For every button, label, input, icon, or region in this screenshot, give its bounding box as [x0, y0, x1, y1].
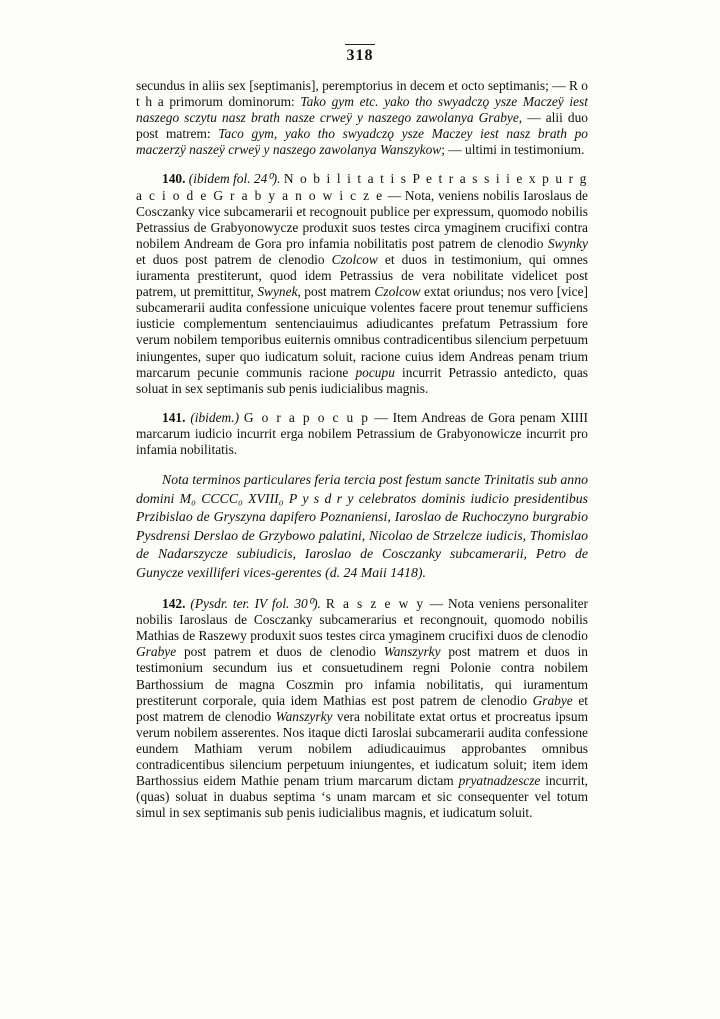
entry-141-source: (ibidem.) — [190, 409, 240, 425]
entry-141 — [136, 410, 588, 458]
entry-142-italic-4: Wanszyrky — [275, 708, 333, 724]
entry-140-number: 140. — [162, 171, 186, 187]
entry-141-heading: G o r a p o c u p — [243, 409, 370, 425]
entry-142-source: (Pysdr. ter. IV fol. 30⁰). — [190, 596, 321, 612]
entry-142-text-3: post matrem et duos in testimonium secundum ius et consuetudinem regni Polonie contra nobilem Barthossium de magna Coszmin pro infamia nobilitatis, qui iuramentum prestiterunt corporale, quia idem Mathias est post patrem de clenodio — [136, 644, 588, 708]
entry-142-italic-3: Grabye — [532, 692, 573, 708]
entry-140-italic-5: pocupu — [355, 364, 395, 380]
entry-141-text-1: Item Andreas de Gora penam XIIII marcarum iudicio incurrit erga nobilem Petrassium de Grabyonowicze incurrit pro infamia nobilitatis. — [136, 409, 588, 457]
entry-142-number: 142. — [162, 596, 186, 612]
entry-142 — [136, 596, 588, 821]
entry-140-text-1: Nota, veniens nobilis Iaroslaus de Cosczanky vice subcamerarii et recognouit publice per expressum, quomodo nobilis Petrassius de Grabyonowycze produxit suos testes circa ymaginem crucifixi contra nobilem Andream de Gora pro infamia nobilitatis post patrem de clenodio — [136, 187, 588, 251]
page-number — [0, 44, 720, 65]
para-top-mid: , — alii duo post matrem: — [136, 110, 588, 142]
entry-140-source: (ibidem fol. 24⁰). — [188, 171, 281, 187]
para-top-tail: ; — ultimi in testimonium. — [441, 142, 585, 158]
entry-140-italic-3: Swynek — [257, 284, 298, 300]
entry-140-italic-1: Swynky — [547, 235, 588, 251]
entry-140-text-2: et duos post patrem de clenodio — [136, 251, 332, 267]
entry-142-heading: R a s z e w y — [325, 596, 425, 612]
entry-140-text-3: et duos in testimonium, qui omnes iuramenta prestiterunt, quod idem Petrassius de vera nobilitate videlicet post patrem, ut premittitur, — [136, 251, 588, 300]
entry-142-text-6: incurrit, (quas) soluat in duabus septima ‘s unam marcam et sic consequenter vel totum simul in sex septimanis sub penis iudicialibus magnis, et iudicatum soluit. — [136, 773, 589, 821]
entry-140-heading: N o b i l i t a t i s P e t r a s s i i e x p u r g a c i o d e G r a b y a n o w i c z e — [136, 171, 588, 203]
entry-142-italic-1: Grabye — [136, 644, 177, 660]
page-number-rule — [345, 44, 375, 45]
entry-140-text-5: extat oriundus; nos vero [vice] subcamerarii audita confessione unicuique volentes facere prout tenemur sufficiens iusticie complementum sentenciauimus adiudicantes prefatum Petrassium fore verum nobilem temporibus euiternis omnibus contradicentibus silencium perpetuum iniungentes, super quo iudicatum soluit, racione cuius idem Andreas penam trium marcarum pecunie communis racione — [136, 284, 588, 380]
entry-140-text-6: incurrit Petrassio antedicto, quas soluat in sex septimanis sub penis iudicialibus magnis. — [136, 364, 588, 396]
paragraph-continuation — [136, 78, 588, 158]
para-top-italic-2: Taco gym, yako tho swyadczǫ ysze Maczey iest nasz brath po maczerzÿ naszeÿ crweÿ y naszego zawolanya Wanszykow — [136, 126, 588, 158]
entry-142-italic-2: Wanszyrky — [383, 644, 441, 660]
note-terminos-block: Nota terminos particulares feria tercia post festum sancte Trinitatis sub anno domini M₀ CCCC₀ XVIII₀ P y s d r y celebratos dominis iudicio presidentibus Przibislao de Gryszyna dapifero Poznaniensi, Iaroslao de Ruchoczyno burgrabio Pysdrensi Derslao de Grzybowo palatini, Nicolao de Strzelcze iudicis, Thomislao de Nadarszycze subiudicis, Iaroslao de Cosczanky subcamerarii, Petro de Gunycze vexilliferi vices-gerentes (d. 24 Maii 1418). — [136, 472, 588, 580]
entry-141-dash: — — [369, 409, 393, 425]
entry-142-dash: — — [424, 596, 448, 612]
entry-142-text-4: et post matrem de clenodio — [136, 692, 588, 724]
entry-140-italic-4: Czolcow — [374, 284, 421, 300]
para-top-italic-1: Tako gym etc. yako tho swyadczǫ ysze Maczeÿ iest naszego sczytu nasz brath nasze crweÿ y naszego zawolanya Grabye — [136, 94, 588, 126]
page-content — [136, 78, 588, 834]
entry-140-italic-2: Czolcow — [331, 251, 378, 267]
entry-142-italic-5: pryatnadzescze — [458, 773, 541, 789]
page-number-value: 318 — [346, 47, 374, 64]
entry-140-text-4: , post matrem — [297, 284, 375, 300]
entry-140 — [136, 171, 588, 396]
entry-141-number: 141. — [162, 409, 186, 425]
entry-142-text-5: vera nobilitate extat ortus et procreatus ipsum verum nobilem asserentes. Nos itaque dicti Iaroslai subcamerarii audita confessione eundem Mathiam verum nobilem adiudicauimus approbantes omnibus contradicentibus silencium perpetuum iniungentes, et iudicatum soluit; item idem Barthossius eidem Mathie penam trium marcarum dictam — [136, 708, 589, 789]
entry-140-dash: — — [383, 187, 405, 203]
entry-142-text-1: Nota veniens personaliter nobilis Iaroslaus de Cosczanky subcamerarius et recongnouit, quomodo nobilis Mathias de Raszewy produxit suos testes circa ymaginem crucifixi duos de clenodio — [136, 596, 588, 644]
entry-142-text-2: post patrem et duos de clenodio — [176, 644, 384, 660]
para-top-text-1: secundus in aliis sex [septimanis], peremptorius in decem et octo septimanis; — R o t h a primorum dominorum: — [136, 78, 588, 110]
